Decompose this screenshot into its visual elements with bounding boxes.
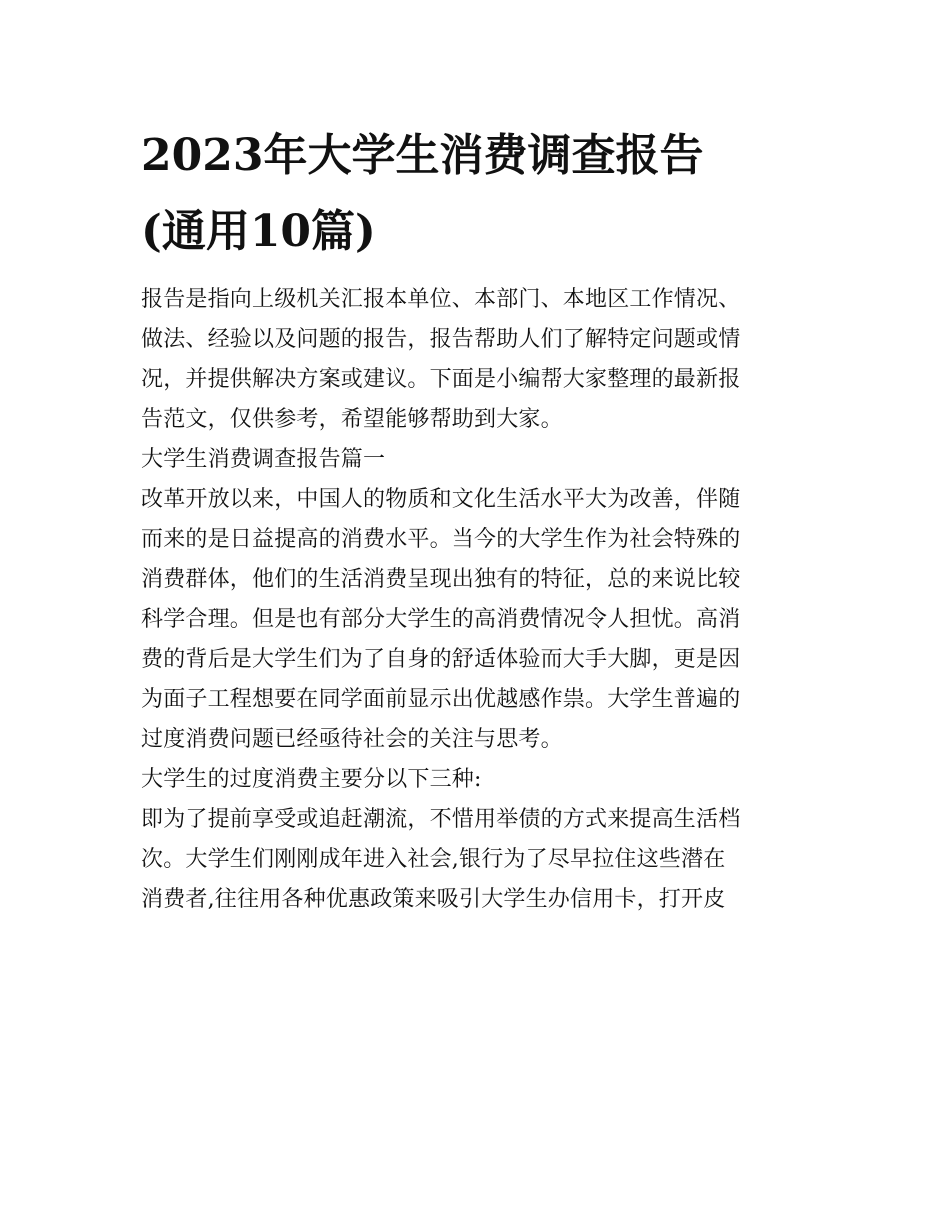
intro-paragraph xyxy=(141,280,821,440)
body-line: 而来的是日益提高的消费水平。当今的大学生作为社会特殊的 xyxy=(141,527,741,552)
intro-line: 告范文，仅供参考，希望能够帮助到大家。 xyxy=(141,407,563,432)
document-title xyxy=(141,118,821,270)
intro-line: 况，并提供解决方案或建议。下面是小编帮大家整理的最新报 xyxy=(141,367,741,392)
section-heading: 大学生消费调查报告篇一 xyxy=(141,447,386,472)
body-line: 消费群体，他们的生活消费呈现出独有的特征，总的来说比较 xyxy=(141,567,741,592)
title-line-2: (通用10篇) xyxy=(141,206,376,257)
body-paragraph-1 xyxy=(141,480,821,760)
subheading: 大学生的过度消费主要分以下三种: xyxy=(141,767,482,792)
body-line: 费的背后是大学生们为了自身的舒适体验而大手大脚，更是因 xyxy=(141,647,741,672)
intro-line: 做法、经验以及问题的报告，报告帮助人们了解特定问题或情 xyxy=(141,327,741,352)
body-line: 消费者,往往用各种优惠政策来吸引大学生办信用卡，打开皮 xyxy=(141,887,726,912)
document-page xyxy=(141,118,821,920)
body-line: 次。大学生们刚刚成年进入社会,银行为了尽早拉住这些潜在 xyxy=(141,847,726,872)
body-line: 改革开放以来，中国人的物质和文化生活水平大为改善，伴随 xyxy=(141,487,741,512)
body-line: 过度消费问题已经亟待社会的关注与思考。 xyxy=(141,727,563,752)
body-line: 为面子工程想要在同学面前显示出优越感作祟。大学生普遍的 xyxy=(141,687,741,712)
body-paragraph-2 xyxy=(141,800,821,920)
body-line: 即为了提前享受或追赶潮流，不惜用举债的方式来提高生活档 xyxy=(141,807,741,832)
intro-line: 报告是指向上级机关汇报本单位、本部门、本地区工作情况、 xyxy=(141,287,741,312)
title-line-1: 2023年大学生消费调查报告 xyxy=(141,130,704,181)
body-line: 科学合理。但是也有部分大学生的高消费情况令人担忧。高消 xyxy=(141,607,741,632)
